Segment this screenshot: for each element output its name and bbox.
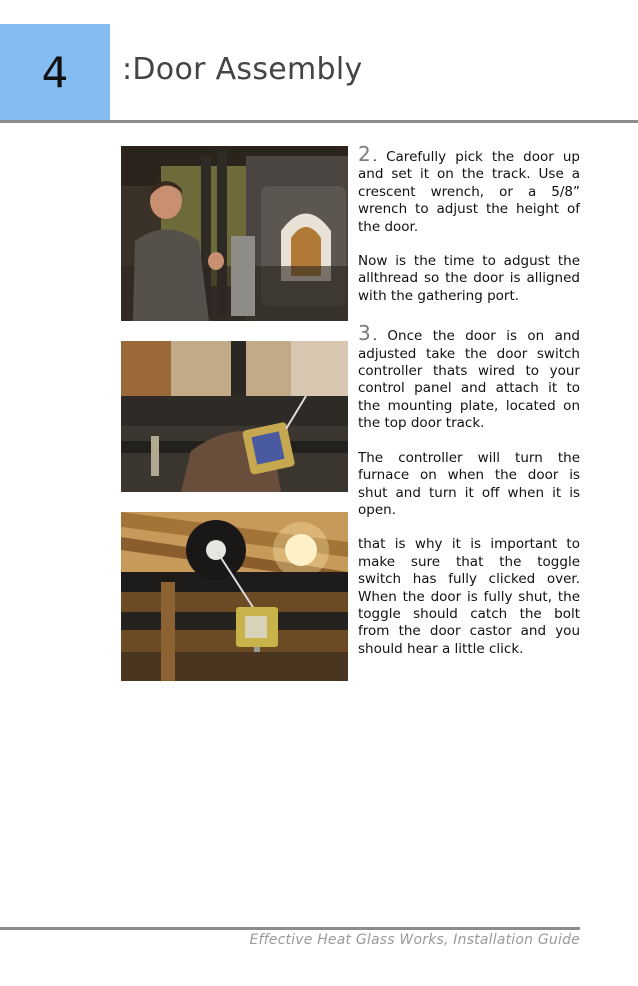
- footer-title: Effective Heat Glass Works, Installation Guide: [249, 932, 580, 948]
- step-3-number: 3: [358, 321, 371, 346]
- photo-switch-mounted: [121, 512, 348, 681]
- step-3-controller-note: The controller will turn the furnace on when the door is shut and turn it off when it is open.: [358, 449, 580, 518]
- chapter-number-box: [0, 24, 110, 120]
- instruction-text: [358, 142, 580, 675]
- step-3-text: . Once the door is on and adjusted take the door switch controller thats wired to your control panel and attach it to the mounting plate, located on the top door track.: [358, 328, 580, 432]
- step-2-number: 2: [358, 142, 371, 166]
- step-3-paragraph: [358, 321, 580, 432]
- step-2-text: . Carefully pick the door up and set it on the track. Use a crescent wrench, or a 5/8” wrench to adjust the height of the door.: [358, 149, 580, 235]
- chapter-number: 4: [41, 47, 69, 97]
- photo-switch-mounted-icon: [121, 512, 348, 681]
- step-2-paragraph: [358, 142, 580, 236]
- step-3-toggle-note: that is why it is important to make sure that the toggle switch has fully clicked over. When the door is fully shut, the toggle should catch the bolt from the door castor and you should hear a little click.: [358, 536, 580, 657]
- photo-man-lifting-door-icon: [121, 146, 348, 321]
- photo-door-switch: [121, 341, 348, 492]
- step-2-note: Now is the time to adgust the allthread so the door is alligned with the gathering port.: [358, 253, 580, 304]
- photo-lifting-door: [121, 146, 348, 321]
- header-divider: [0, 120, 638, 123]
- footer-divider: [0, 927, 580, 930]
- page-title: :Door Assembly: [122, 52, 363, 87]
- photo-door-switch-hand-icon: [121, 341, 348, 492]
